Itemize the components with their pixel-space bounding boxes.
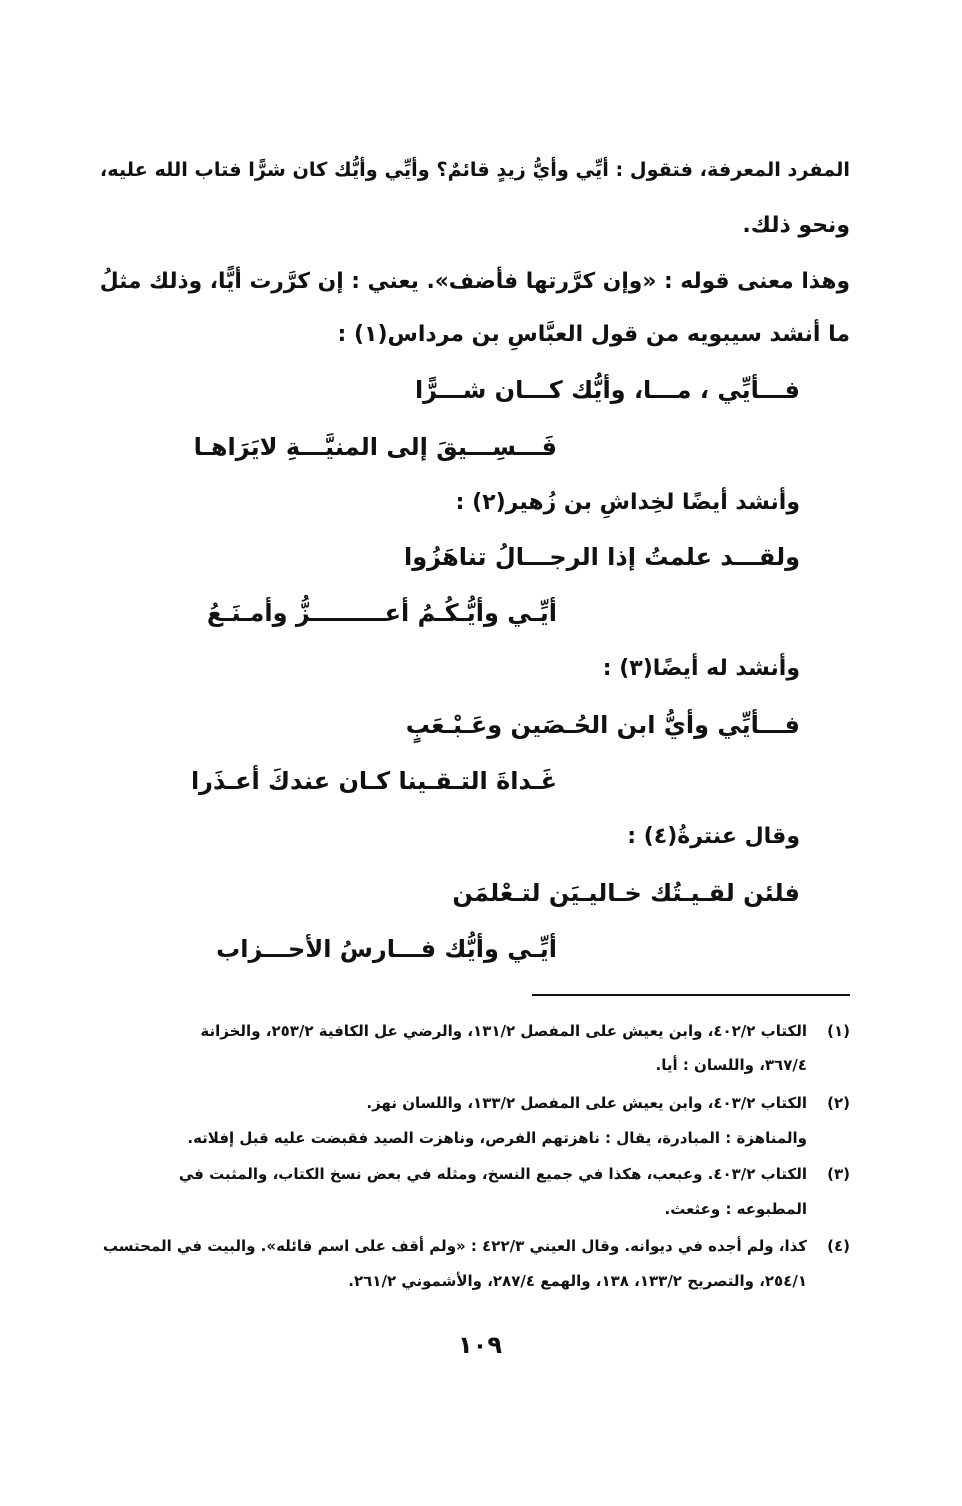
verse-4-second-hemistich: أيِّـي وأيُّك فـــارسُ الأحـــزاب xyxy=(216,935,557,963)
body-line-5: وأنشد أيضًا لخِداشِ بن زُهير(٢) : xyxy=(455,490,800,515)
verse-2-second-hemistich: أيِّـي وأيُّـكُـمُ أعـــــــــزُّ وأمـنَـعُ xyxy=(206,599,557,627)
verse-1-second-hemistich: فَـــسِـــيقَ إلى المنيَّـــةِ لايَرَاهـا xyxy=(193,433,557,461)
footnote-1-line-2: ٣٦٧/٤، واللسان : أيا. xyxy=(655,1056,807,1074)
body-line-3: وهذا معنى قوله : «وإن كرَّرتها فأضف». يعني : إن كرَّرت أيًّا، وذلك مثلُ xyxy=(99,269,850,294)
footnote-4-line-1: كذا، ولم أجده في ديوانه. وقال العيني ٤٢٢/٣ : «ولم أقف على اسم قائله». والبيت في المحتسب xyxy=(102,1237,807,1255)
verse-1-first-hemistich: فـــأيِّي ، مـــا، وأيُّك كـــان شـــرًّا xyxy=(414,376,800,404)
footnote-1-line-1: الكتاب ٤٠٢/٢، وابن يعيش على المفصل ١٣١/٢، والرضي عل الكافية ٢٥٣/٢، والخزانة xyxy=(200,1022,807,1040)
body-line-4: ما أنشد سيبويه من قول العبَّاسِ بن مرداس(١) : xyxy=(337,322,850,347)
footnote-1-number: (١) xyxy=(827,1022,850,1040)
footnote-2-number: (٢) xyxy=(827,1094,850,1112)
body-line-1: المفرد المعرفة، فتقول : أيِّي وأيُّ زيدٍ قائمٌ؟ وأيِّي وأيُّك كان شرًّا فتاب الله عليه، xyxy=(99,158,850,181)
footnote-4-number: (٤) xyxy=(827,1237,850,1255)
verse-4-first-hemistich: فلئن لقـيـتُك خـاليـيَن لتـعْلمَن xyxy=(452,879,800,907)
footnote-divider xyxy=(532,994,850,996)
footnote-2-line-2: والمناهزة : المبادرة، يقال : ناهزتهم الفرص، وناهزت الصيد فقبضت عليه قبل إفلاته. xyxy=(187,1129,807,1147)
verse-2-first-hemistich: ولقـــد علمتُ إذا الرجـــالُ تناهَزُوا xyxy=(404,543,800,571)
verse-3-second-hemistich: غَـداةَ التـقـينا كـان عندكَ أعـذَرا xyxy=(190,767,557,795)
body-line-6: وأنشد له أيضًا(٣) : xyxy=(602,656,800,681)
page-number: ١٠٩ xyxy=(458,1331,502,1359)
body-line-7: وقال عنترةُ(٤) : xyxy=(627,824,800,849)
footnote-3-number: (٣) xyxy=(827,1165,850,1183)
verse-3-first-hemistich: فـــأيِّي وأيُّ ابن الحُـصَين وعَـبْـعَبٍ xyxy=(405,711,800,739)
footnote-3-line-1: الكتاب ٤٠٣/٢. وعبعب، هكذا في جميع النسخ، ومثله في بعض نسخ الكتاب، والمثبت في xyxy=(178,1165,807,1183)
body-line-2: ونحو ذلك. xyxy=(742,213,850,238)
footnote-2-line-1: الكتاب ٤٠٣/٢، وابن يعيش على المفصل ١٣٣/٢، واللسان نهز. xyxy=(366,1094,807,1112)
footnote-3-line-2: المطبوعه : وعثعث. xyxy=(664,1200,807,1218)
footnote-4-line-2: ٢٥٤/١، والتصريح ١٣٣/٢، ١٣٨، والهمع ٢٨٧/٤، والأشموني ٢٦١/٢. xyxy=(348,1272,807,1290)
